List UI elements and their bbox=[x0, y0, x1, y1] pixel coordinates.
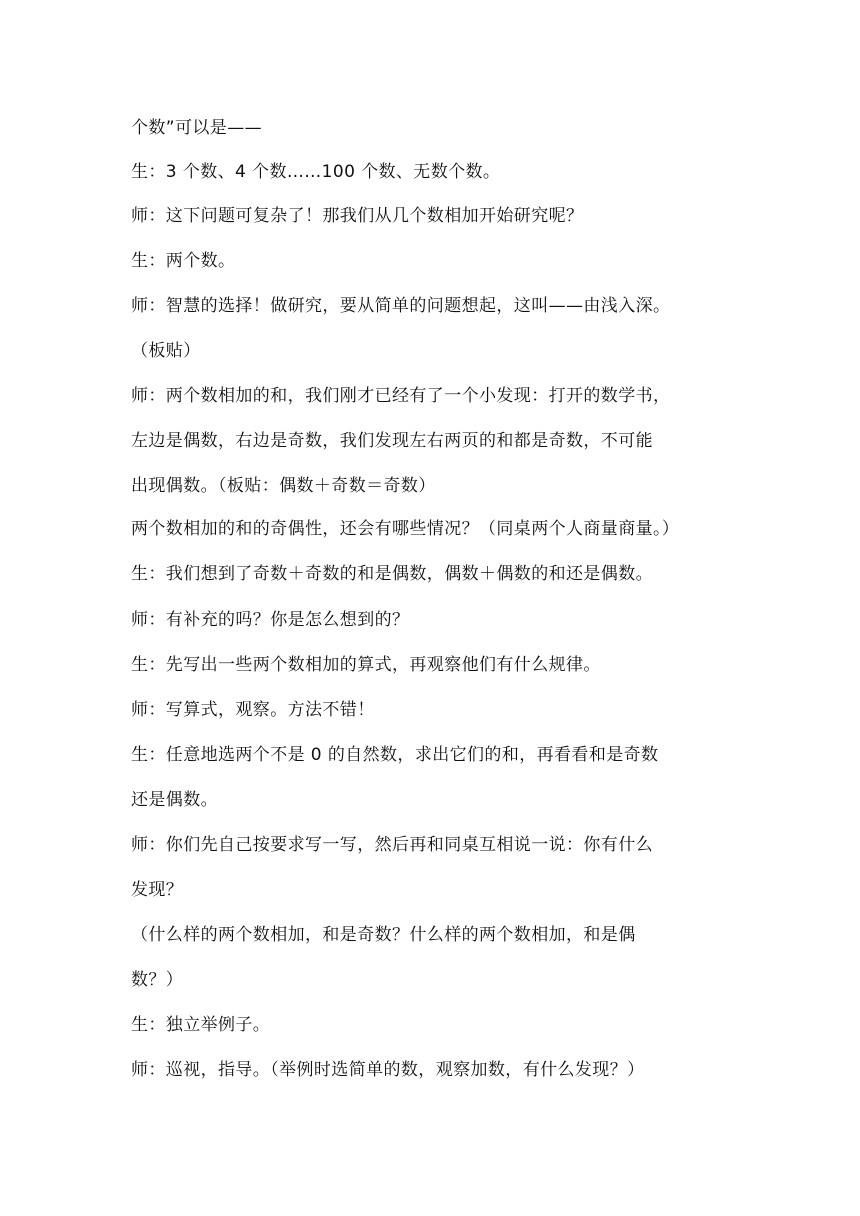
text-line: 师：写算式，观察。方法不错！ bbox=[131, 700, 375, 720]
text-line: 发现？ bbox=[131, 880, 184, 900]
text-line: 生：3 个数、4 个数……100 个数、无数个数。 bbox=[131, 162, 501, 182]
text-line: 出现偶数。（板贴：偶数＋奇数＝奇数） bbox=[131, 476, 436, 496]
text-line: 生：任意地选两个不是 0 的自然数，求出它们的和，再看看和是奇数 bbox=[131, 745, 659, 765]
text-line: 左边是偶数，右边是奇数，我们发现左右两页的和都是奇数，不可能 bbox=[131, 431, 653, 451]
text-line: 还是偶数。 bbox=[131, 790, 218, 810]
text-line: 师：这下问题可复杂了！那我们从几个数相加开始研究呢？ bbox=[131, 206, 584, 226]
text-line: 师：两个数相加的和，我们刚才已经有了一个小发现：打开的数学书， bbox=[131, 386, 671, 406]
text-line: 生：我们想到了奇数＋奇数的和是偶数，偶数＋偶数的和还是偶数。 bbox=[131, 564, 653, 584]
text-line: 师：巡视，指导。（举例时选简单的数，观察加数，有什么发现？） bbox=[131, 1060, 645, 1080]
text-line: 个数”可以是—— bbox=[131, 118, 263, 138]
text-line: 两个数相加的和的奇偶性，还会有哪些情况？（同桌两个人商量商量。） bbox=[131, 519, 680, 539]
text-line: 师：有补充的吗？你是怎么想到的？ bbox=[131, 610, 410, 630]
text-line: 生：两个数。 bbox=[131, 251, 236, 271]
text-line: （板贴） bbox=[131, 341, 201, 361]
text-line: 生：独立举例子。 bbox=[131, 1015, 271, 1035]
text-line: 数？） bbox=[131, 970, 184, 990]
text-line: 师：智慧的选择！做研究，要从简单的问题想起，这叫——由浅入深。 bbox=[131, 296, 671, 316]
text-line: 生：先写出一些两个数相加的算式，再观察他们有什么规律。 bbox=[131, 655, 601, 675]
text-line: （什么样的两个数相加，和是奇数？什么样的两个数相加，和是偶 bbox=[131, 925, 636, 945]
text-line: 师：你们先自己按要求写一写，然后再和同桌互相说一说：你有什么 bbox=[131, 835, 653, 855]
